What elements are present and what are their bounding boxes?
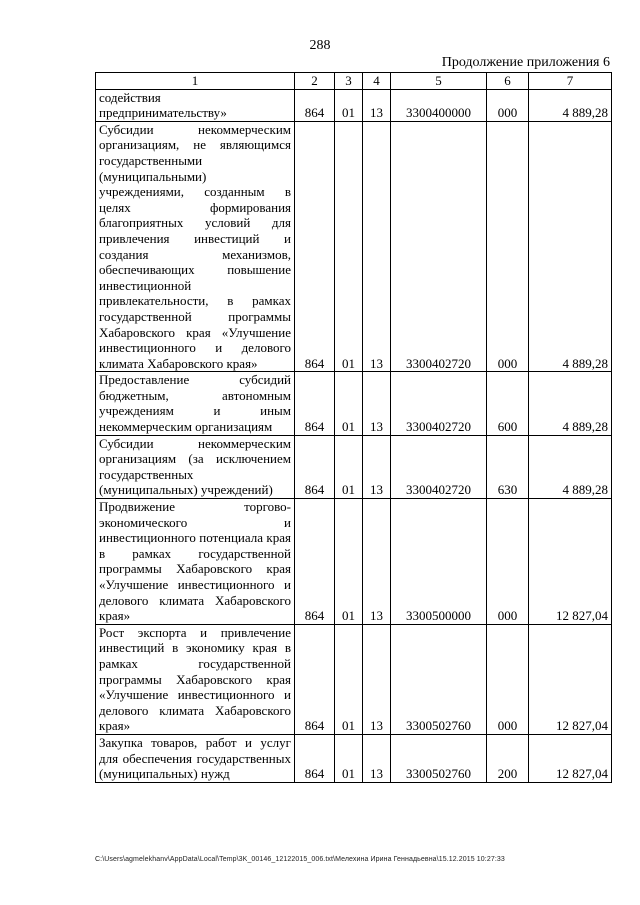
header-row xyxy=(96,73,612,90)
row-code-ministry: 864 xyxy=(295,435,335,498)
row-code-subsection: 13 xyxy=(363,121,391,372)
row-code-target: 3300402720 xyxy=(391,372,487,435)
row-code-expense-type: 000 xyxy=(487,499,529,625)
row-code-expense-type: 000 xyxy=(487,624,529,734)
column-header: 7 xyxy=(529,73,612,90)
row-name: содействия предпринимательству» xyxy=(96,89,295,121)
row-code-section: 01 xyxy=(335,499,363,625)
row-amount: 4 889,28 xyxy=(529,121,612,372)
row-code-subsection: 13 xyxy=(363,499,391,625)
table-row xyxy=(96,121,612,372)
row-code-expense-type: 630 xyxy=(487,435,529,498)
row-code-section: 01 xyxy=(335,372,363,435)
table-row xyxy=(96,499,612,625)
row-code-subsection: 13 xyxy=(363,435,391,498)
row-code-expense-type: 000 xyxy=(487,121,529,372)
row-code-target: 3300500000 xyxy=(391,499,487,625)
row-amount: 4 889,28 xyxy=(529,372,612,435)
table-row xyxy=(96,372,612,435)
column-header: 2 xyxy=(295,73,335,90)
column-header: 5 xyxy=(391,73,487,90)
table-row xyxy=(96,435,612,498)
table-row xyxy=(96,624,612,734)
row-code-target: 3300502760 xyxy=(391,624,487,734)
column-header: 6 xyxy=(487,73,529,90)
row-code-target: 3300400000 xyxy=(391,89,487,121)
row-code-expense-type: 600 xyxy=(487,372,529,435)
row-name: Предоставление субсидий бюджетным, автономным учреждениям и иным некоммерческим организациям xyxy=(96,372,295,435)
row-code-subsection: 13 xyxy=(363,372,391,435)
table-row xyxy=(96,89,612,121)
row-code-section: 01 xyxy=(335,734,363,782)
page-number: 288 xyxy=(309,38,331,53)
row-code-expense-type: 200 xyxy=(487,734,529,782)
row-code-expense-type: 000 xyxy=(487,89,529,121)
row-code-target: 3300502760 xyxy=(391,734,487,782)
row-code-ministry: 864 xyxy=(295,499,335,625)
row-name: Продвижение торгово-экономического и инвестиционного потенциала края в рамках государственной программы Хабаровского края «Улучшение инвестиционного и делового климата Хабаровского края» xyxy=(96,499,295,625)
row-code-target: 3300402720 xyxy=(391,121,487,372)
row-name: Рост экспорта и привлечение инвестиций в экономику края в рамках государственной программы Хабаровского края «Улучшение инвестиционного и делового климата Хабаровского края» xyxy=(96,624,295,734)
row-code-subsection: 13 xyxy=(363,89,391,121)
row-code-section: 01 xyxy=(335,624,363,734)
column-header: 3 xyxy=(335,73,363,90)
continuation-label: Продолжение приложения 6 xyxy=(441,55,610,70)
footer-file-path: C:\Users\agmelekhanv\AppData\Local\Temp\3K_00146_12122015_006.txt\Мелехина Ирина Геннадьевна\15.12.2015 10:27:33 xyxy=(95,856,505,863)
row-code-ministry: 864 xyxy=(295,734,335,782)
row-name: Субсидии некоммерческим организациям, не являющимся государственными (муниципальными) учреждениями, созданным в целях формирования благоприятных условий для привлечения инвестиций и создания механизмов, обеспечивающих повышение инвестиционной привлекательности, в рамках государственной программы Хабаровского края «Улучшение инвестиционного и делового климата Хабаровского края» xyxy=(96,121,295,372)
row-code-ministry: 864 xyxy=(295,624,335,734)
row-amount: 12 827,04 xyxy=(529,624,612,734)
row-code-subsection: 13 xyxy=(363,734,391,782)
row-code-target: 3300402720 xyxy=(391,435,487,498)
row-amount: 4 889,28 xyxy=(529,89,612,121)
row-name: Закупка товаров, работ и услуг для обеспечения государственных (муниципальных) нужд xyxy=(96,734,295,782)
row-code-ministry: 864 xyxy=(295,89,335,121)
row-code-section: 01 xyxy=(335,435,363,498)
row-code-ministry: 864 xyxy=(295,121,335,372)
budget-table xyxy=(95,72,612,783)
row-code-subsection: 13 xyxy=(363,624,391,734)
row-amount: 4 889,28 xyxy=(529,435,612,498)
row-code-section: 01 xyxy=(335,121,363,372)
column-header: 4 xyxy=(363,73,391,90)
table-row xyxy=(96,734,612,782)
row-name: Субсидии некоммерческим организациям (за исключением государственных (муниципальных) учреждений) xyxy=(96,435,295,498)
row-amount: 12 827,04 xyxy=(529,499,612,625)
row-code-section: 01 xyxy=(335,89,363,121)
row-code-ministry: 864 xyxy=(295,372,335,435)
column-header: 1 xyxy=(96,73,295,90)
row-amount: 12 827,04 xyxy=(529,734,612,782)
